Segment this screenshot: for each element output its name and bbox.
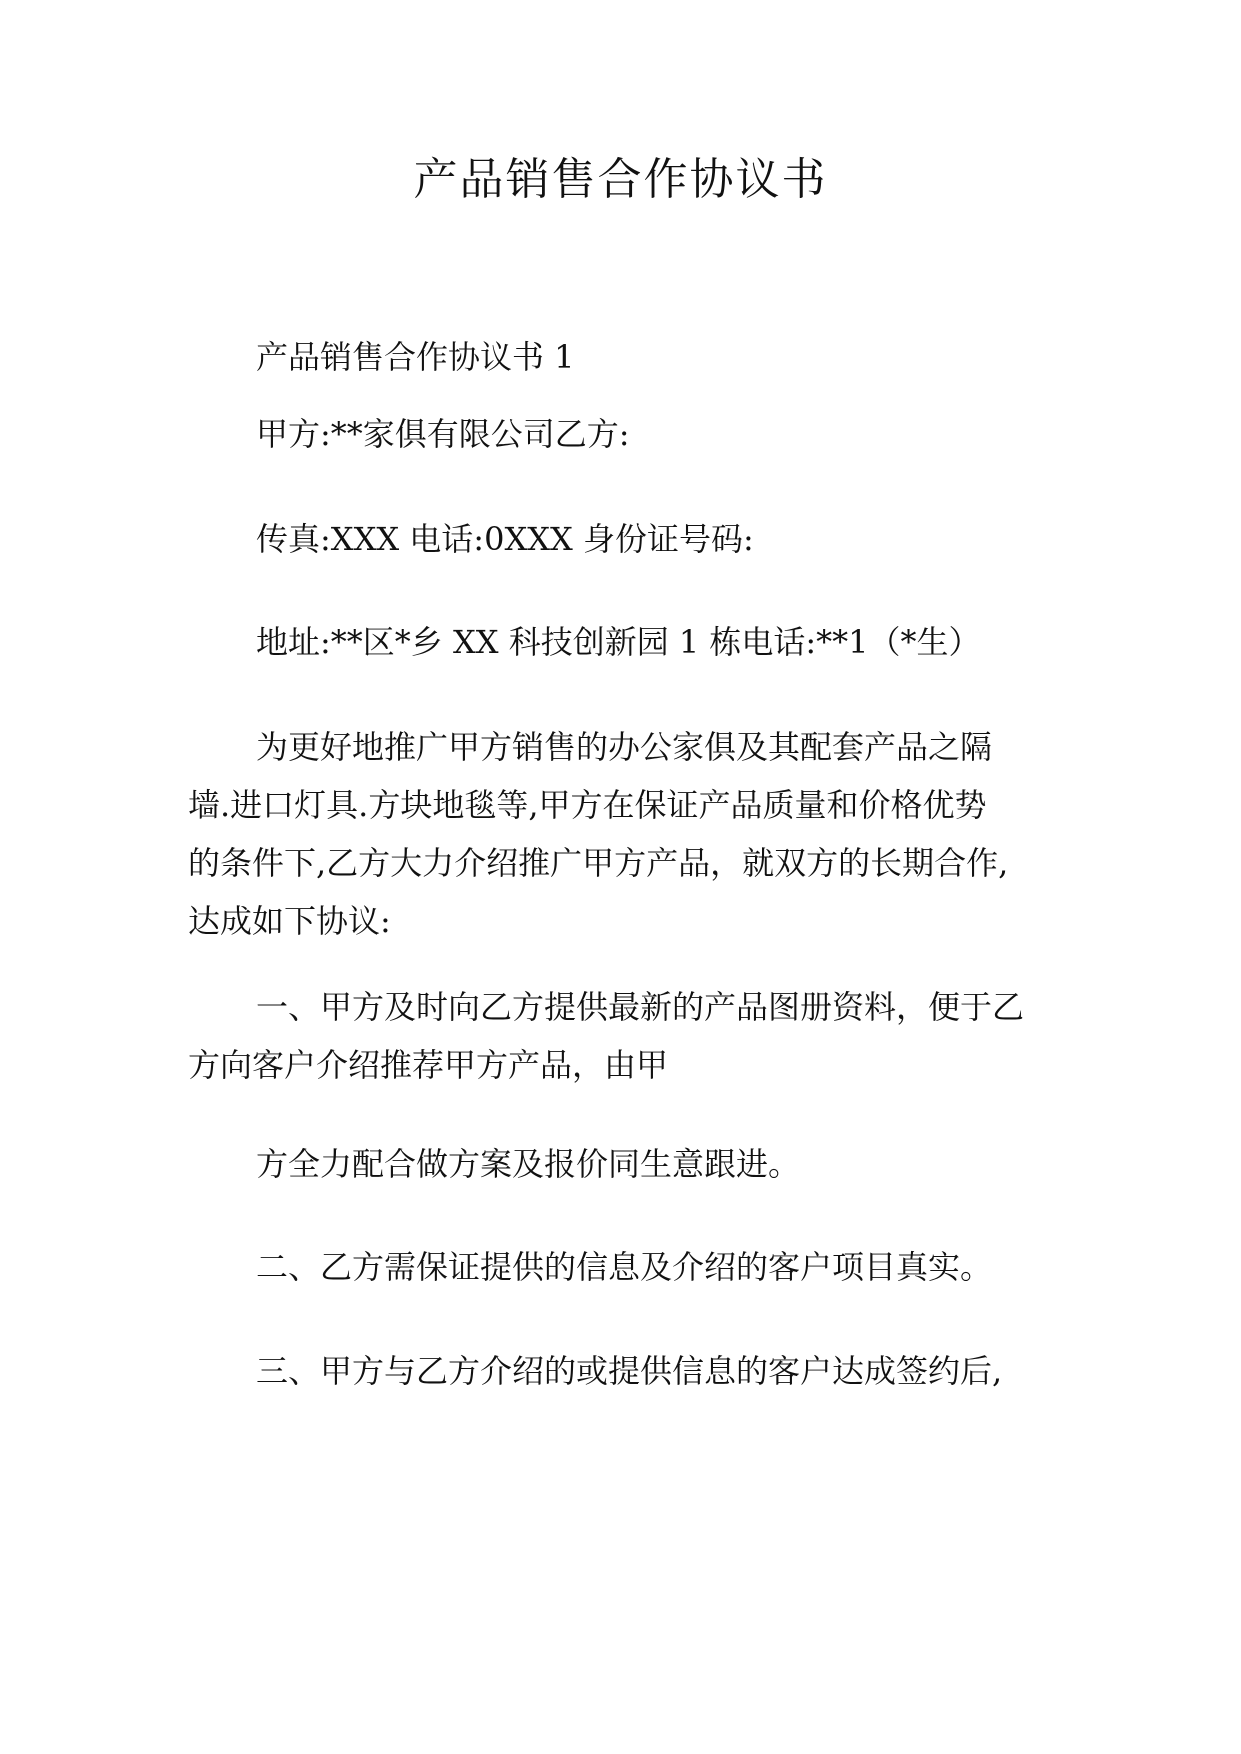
- paragraph-line: 产品销售合作协议书 1: [256, 338, 575, 376]
- document-title: 产品销售合作协议书: [413, 154, 828, 205]
- paragraph-line: 为更好地推广甲方销售的办公家俱及其配套产品之隔: [256, 728, 993, 766]
- clause-3-paragraph: [188, 1342, 1126, 1400]
- paragraph-line: 的条件下,乙方大力介绍推广甲方产品，就双方的长期合作,: [188, 844, 1009, 882]
- paragraph-line: 二、乙方需保证提供的信息及介绍的客户项目真实。: [256, 1248, 993, 1286]
- section-heading: [188, 328, 1126, 386]
- paragraph-line: 一、甲方及时向乙方提供最新的产品图册资料，便于乙: [256, 988, 1025, 1026]
- party-a-line: [188, 405, 1126, 463]
- paragraph-line: 传真:XXX 电话:0XXX 身份证号码:: [256, 520, 754, 558]
- address-line: [188, 613, 1126, 671]
- paragraph-line: 方全力配合做方案及报价同生意跟进。: [256, 1145, 801, 1183]
- paragraph-line: 墙.进口灯具.方块地毯等,甲方在保证产品质量和价格优势: [188, 786, 987, 824]
- clause-1-continuation: [188, 1135, 1126, 1193]
- paragraph-line: 三、甲方与乙方介绍的或提供信息的客户达成签约后,: [256, 1352, 1003, 1390]
- preamble-paragraph: [188, 718, 1058, 950]
- clause-1-paragraph: [188, 978, 1058, 1094]
- clause-2-paragraph: [188, 1238, 1126, 1296]
- paragraph-line: 方向客户介绍推荐甲方产品，由甲: [188, 1046, 669, 1084]
- contact-line: [188, 510, 1126, 568]
- paragraph-line: 地址:**区*乡 XX 科技创新园 1 栋电话:**1（*生）: [256, 623, 981, 661]
- paragraph-line: 达成如下协议:: [188, 902, 391, 940]
- paragraph-line: 甲方:**家俱有限公司乙方:: [256, 415, 630, 453]
